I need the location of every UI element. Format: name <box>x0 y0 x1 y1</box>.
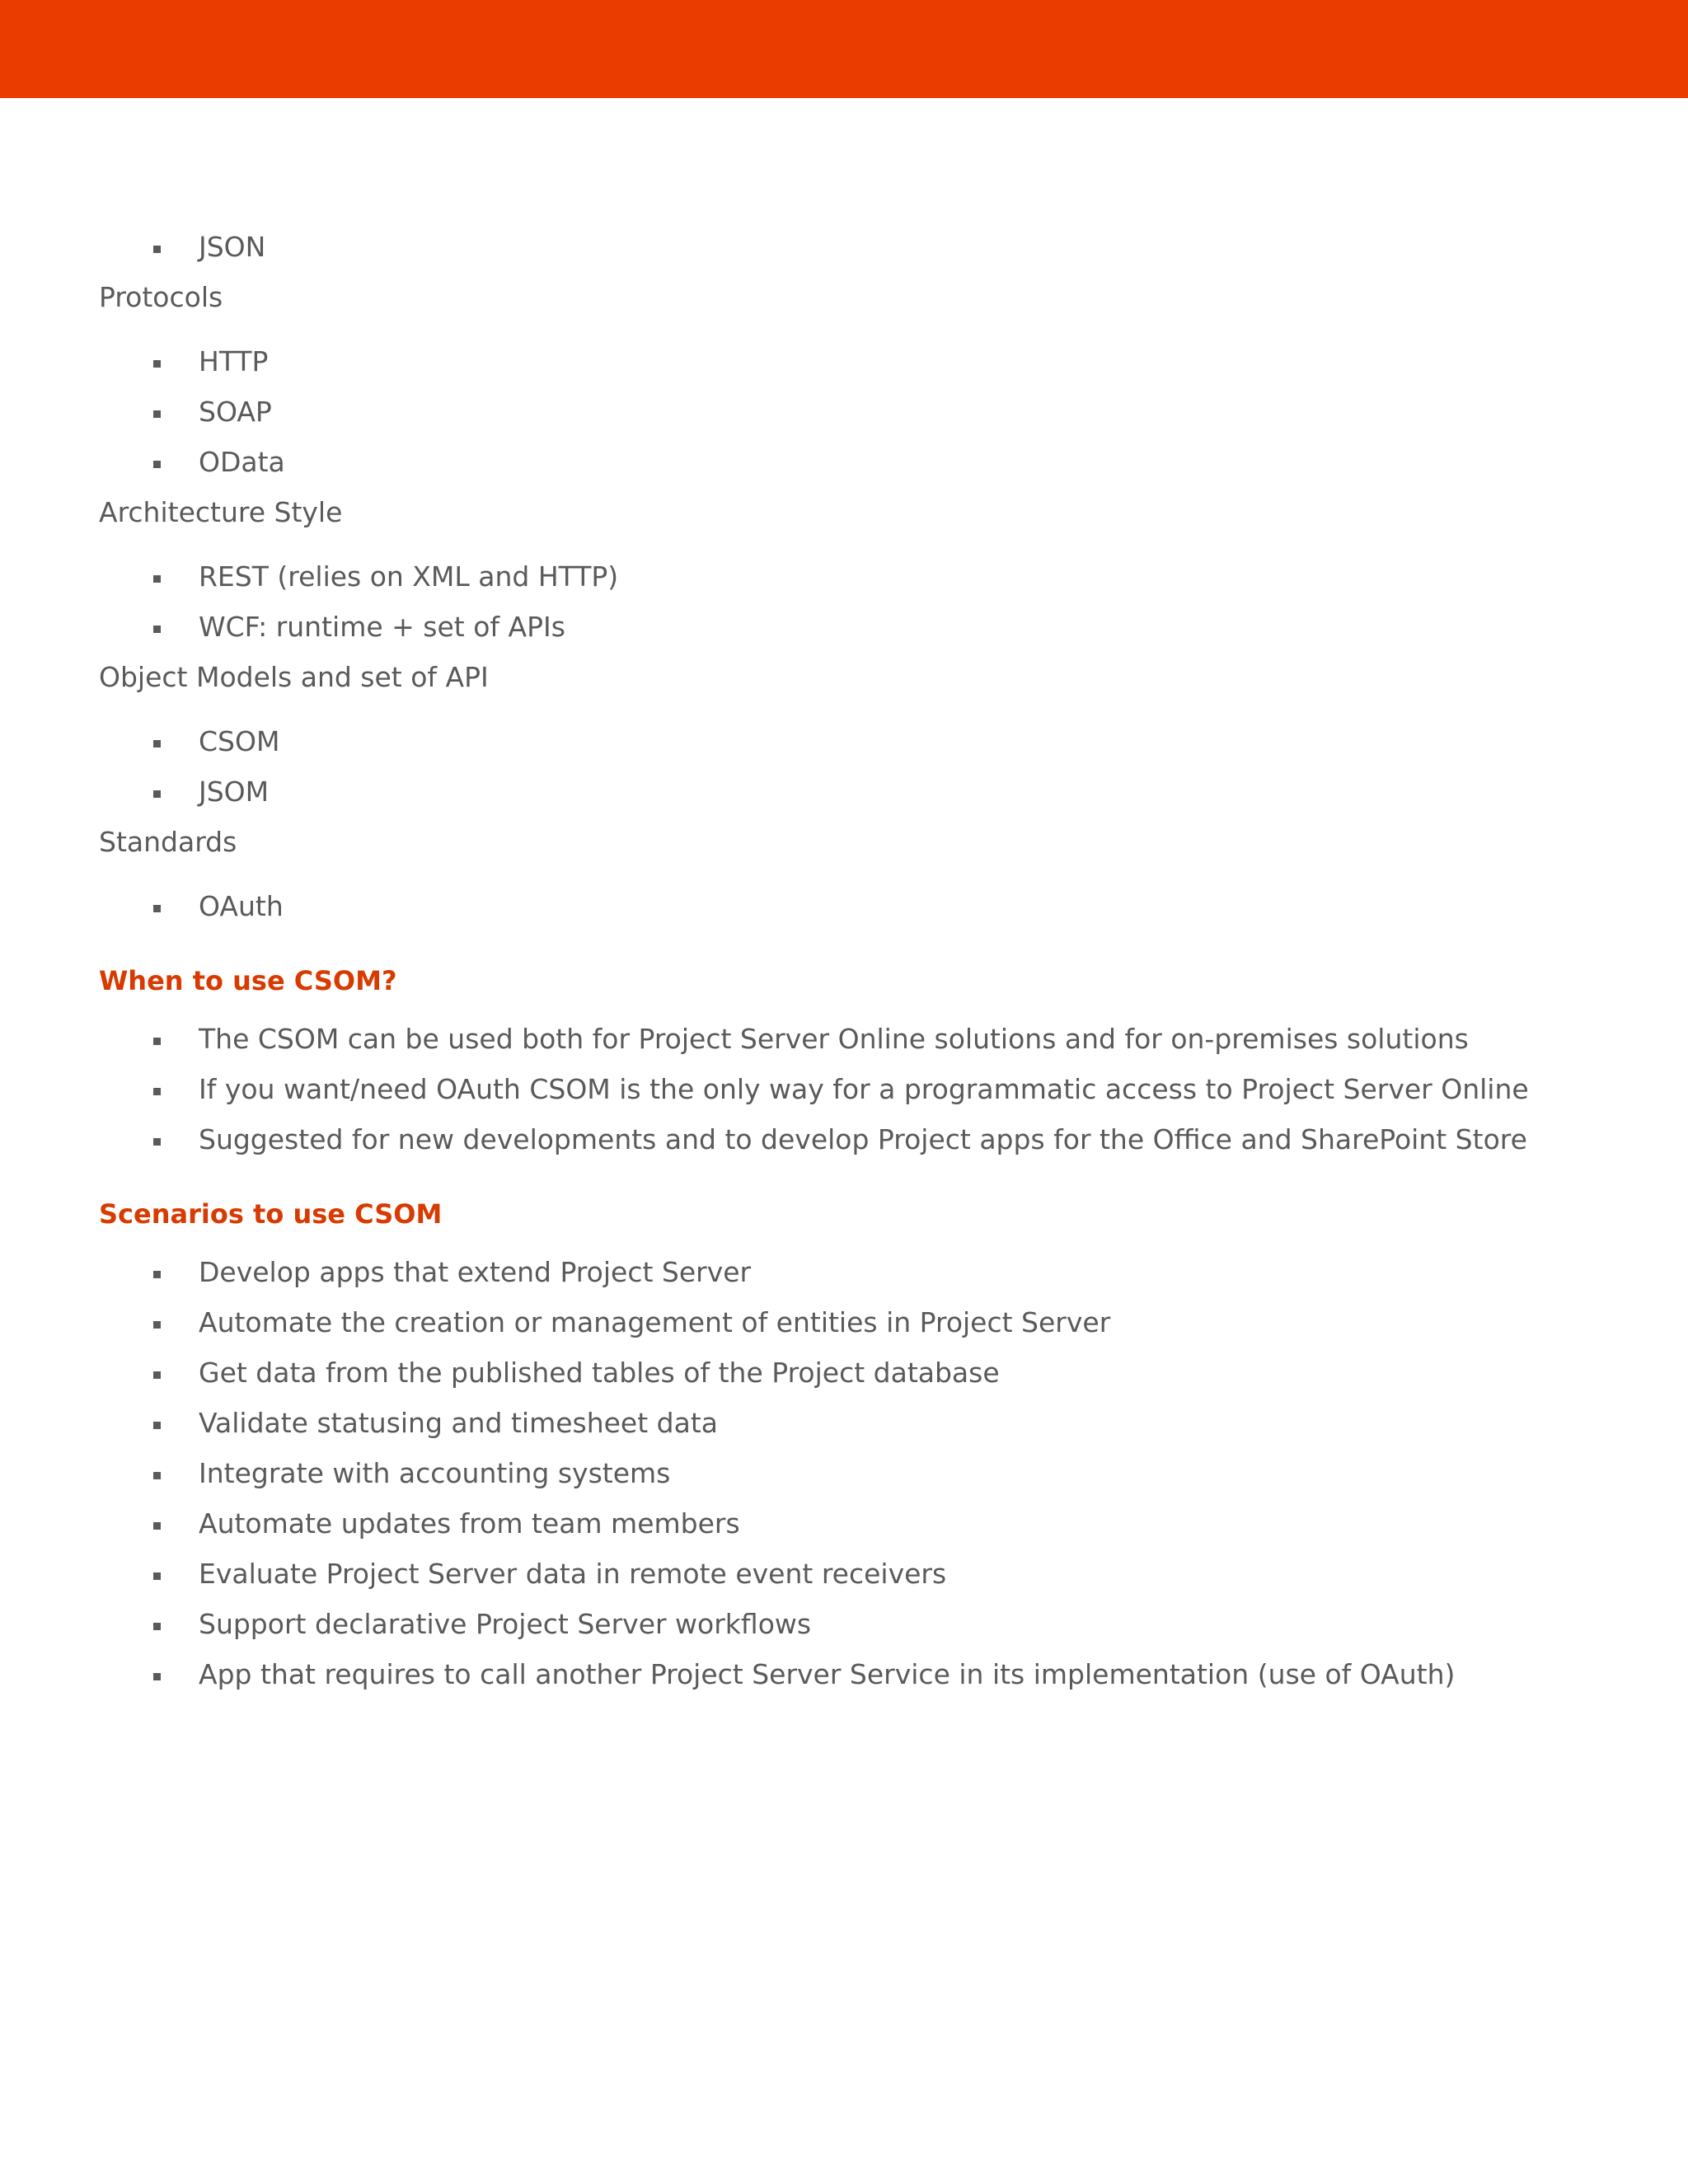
bullet-square-icon <box>153 410 161 418</box>
object-models-list <box>99 725 1582 808</box>
protocols-label: Protocols <box>99 281 223 313</box>
list-item: Develop apps that extend Project Server <box>99 1256 1582 1289</box>
bullet-square-icon <box>153 1271 161 1278</box>
list-item: Suggested for new developments and to develop Project apps for the Office and SharePoint Store <box>99 1123 1582 1156</box>
list-item: Get data from the published tables of the Project database <box>99 1357 1582 1390</box>
object-models-label: Object Models and set of API <box>99 661 489 693</box>
bullet-square-icon <box>153 740 161 748</box>
list-item: WCF: runtime + set of APIs <box>99 611 1582 644</box>
architecture-style-list <box>99 560 1582 644</box>
bullet-square-icon <box>153 1371 161 1379</box>
list-item: Automate the creation or management of entities in Project Server <box>99 1306 1582 1339</box>
architecture-style-label: Architecture Style <box>99 496 343 528</box>
bullet-square-icon <box>153 461 161 468</box>
bullet-square-icon <box>153 905 161 912</box>
scenarios-list <box>99 1256 1582 1691</box>
protocols-list <box>99 345 1582 479</box>
bullet-square-icon <box>153 1623 161 1630</box>
list-item: CSOM <box>99 725 1582 758</box>
list-item: HTTP <box>99 345 1582 378</box>
list-item: JSOM <box>99 776 1582 808</box>
list-item: App that requires to call another Project Server Service in its implementation (use of OAuth) <box>99 1658 1582 1691</box>
bullet-square-icon <box>153 1422 161 1429</box>
bullet-square-icon <box>153 360 161 368</box>
list-item: Automate updates from team members <box>99 1507 1582 1540</box>
list-item: OData <box>99 446 1582 479</box>
standards-list <box>99 890 1582 923</box>
document-body <box>99 231 1582 1691</box>
format-list <box>99 231 1582 264</box>
when-to-use-heading: When to use CSOM? <box>99 965 397 996</box>
header-band <box>0 0 1688 98</box>
standards-label: Standards <box>99 826 237 858</box>
bullet-square-icon <box>153 1522 161 1530</box>
bullet-square-icon <box>153 1038 161 1045</box>
list-item: REST (relies on XML and HTTP) <box>99 560 1582 593</box>
bullet-square-icon <box>153 1572 161 1580</box>
when-to-use-list <box>99 1023 1582 1156</box>
list-item: Integrate with accounting systems <box>99 1457 1582 1490</box>
bullet-square-icon <box>153 790 161 798</box>
scenarios-heading: Scenarios to use CSOM <box>99 1198 443 1230</box>
list-item: OAuth <box>99 890 1582 923</box>
bullet-square-icon <box>153 1088 161 1095</box>
list-item: SOAP <box>99 396 1582 429</box>
list-item: Support declarative Project Server workflows <box>99 1608 1582 1641</box>
list-item: If you want/need OAuth CSOM is the only way for a programmatic access to Project Server Online <box>99 1073 1582 1106</box>
list-item: Validate statusing and timesheet data <box>99 1407 1582 1440</box>
bullet-square-icon <box>153 1321 161 1329</box>
list-item: JSON <box>99 231 1582 264</box>
bullet-square-icon <box>153 1673 161 1680</box>
bullet-square-icon <box>153 575 161 583</box>
bullet-square-icon <box>153 1472 161 1479</box>
list-item: Evaluate Project Server data in remote event receivers <box>99 1558 1582 1591</box>
bullet-square-icon <box>153 246 161 253</box>
bullet-square-icon <box>153 626 161 633</box>
bullet-square-icon <box>153 1138 161 1146</box>
list-item: The CSOM can be used both for Project Server Online solutions and for on-premises solutions <box>99 1023 1582 1056</box>
